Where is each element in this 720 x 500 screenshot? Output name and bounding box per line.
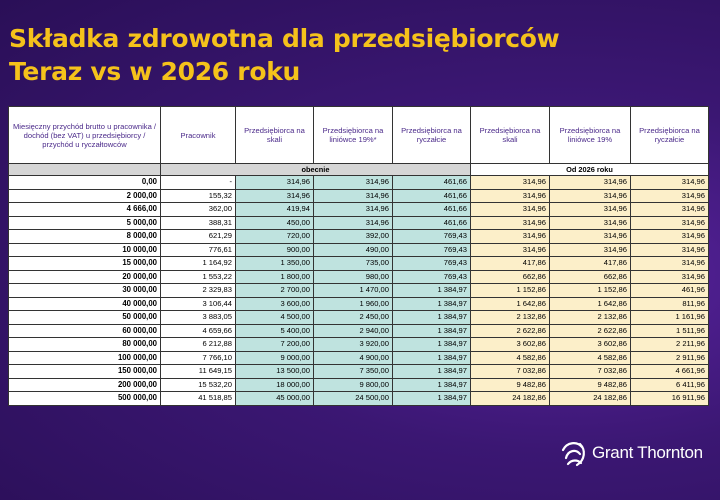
cell-income: 8 000,00 (9, 230, 161, 244)
cell-now-scale: 2 700,00 (236, 284, 314, 298)
grant-thornton-logo-icon (558, 438, 588, 468)
contribution-table (8, 106, 708, 406)
cell-2026-scale: 4 582,86 (471, 351, 550, 365)
cell-employee: 41 518,85 (161, 392, 236, 406)
cell-2026-scale: 9 482,86 (471, 378, 550, 392)
header-2026-scale: Przedsiębiorca na skali (471, 107, 550, 164)
table-row (9, 284, 709, 298)
logo-text: Grant Thornton (592, 443, 703, 462)
cell-now-lump: 461,66 (393, 176, 471, 190)
cell-2026-linear: 417,86 (550, 257, 631, 271)
table-row (9, 365, 709, 379)
cell-2026-scale: 2 622,86 (471, 324, 550, 338)
cell-now-scale: 900,00 (236, 243, 314, 257)
cell-2026-scale: 314,96 (471, 216, 550, 230)
table-row (9, 203, 709, 217)
group-obecnie: obecnie (161, 164, 471, 176)
table-body (9, 176, 709, 406)
cell-2026-scale: 2 132,86 (471, 311, 550, 325)
table-row (9, 392, 709, 406)
cell-income: 0,00 (9, 176, 161, 190)
cell-now-lump: 1 384,97 (393, 392, 471, 406)
table-row (9, 230, 709, 244)
cell-now-lump: 461,66 (393, 203, 471, 217)
cell-employee: 3 106,44 (161, 297, 236, 311)
cell-2026-lump: 314,96 (631, 257, 709, 271)
cell-employee: 388,31 (161, 216, 236, 230)
cell-now-scale: 450,00 (236, 216, 314, 230)
cell-employee: 11 649,15 (161, 365, 236, 379)
cell-2026-linear: 1 642,86 (550, 297, 631, 311)
cell-now-lump: 1 384,97 (393, 324, 471, 338)
cell-now-linear: 3 920,00 (314, 338, 393, 352)
header-2026-linear: Przedsiębiorca na liniówce 19% (550, 107, 631, 164)
cell-income: 4 666,00 (9, 203, 161, 217)
header-now-scale: Przedsiębiorca na skali (236, 107, 314, 164)
cell-2026-linear: 314,96 (550, 203, 631, 217)
cell-now-lump: 769,43 (393, 243, 471, 257)
cell-2026-scale: 314,96 (471, 230, 550, 244)
cell-employee: 7 766,10 (161, 351, 236, 365)
cell-income: 5 000,00 (9, 216, 161, 230)
table-row (9, 270, 709, 284)
cell-now-linear: 735,00 (314, 257, 393, 271)
cell-2026-lump: 1 511,96 (631, 324, 709, 338)
header-employee: Pracownik (161, 107, 236, 164)
cell-income: 50 000,00 (9, 311, 161, 325)
cell-2026-linear: 7 032,86 (550, 365, 631, 379)
cell-now-lump: 769,43 (393, 270, 471, 284)
cell-employee: 621,29 (161, 230, 236, 244)
cell-now-scale: 419,94 (236, 203, 314, 217)
cell-employee: - (161, 176, 236, 190)
cell-employee: 6 212,88 (161, 338, 236, 352)
cell-2026-linear: 2 132,86 (550, 311, 631, 325)
cell-now-linear: 314,96 (314, 216, 393, 230)
cell-2026-linear: 662,86 (550, 270, 631, 284)
header-row (9, 107, 709, 164)
cell-now-scale: 18 000,00 (236, 378, 314, 392)
cell-2026-linear: 9 482,86 (550, 378, 631, 392)
cell-employee: 1 553,22 (161, 270, 236, 284)
cell-2026-linear: 2 622,86 (550, 324, 631, 338)
cell-now-lump: 769,43 (393, 230, 471, 244)
cell-2026-scale: 1 642,86 (471, 297, 550, 311)
cell-2026-linear: 3 602,86 (550, 338, 631, 352)
cell-now-linear: 1 960,00 (314, 297, 393, 311)
cell-2026-linear: 314,96 (550, 216, 631, 230)
table-row (9, 257, 709, 271)
cell-now-linear: 2 940,00 (314, 324, 393, 338)
cell-income: 15 000,00 (9, 257, 161, 271)
cell-2026-linear: 4 582,86 (550, 351, 631, 365)
cell-employee: 2 329,83 (161, 284, 236, 298)
grant-thornton-logo (558, 438, 703, 468)
cell-now-lump: 461,66 (393, 216, 471, 230)
table-row (9, 297, 709, 311)
table-row (9, 311, 709, 325)
cell-now-scale: 4 500,00 (236, 311, 314, 325)
cell-now-lump: 1 384,97 (393, 284, 471, 298)
cell-2026-lump: 4 661,96 (631, 365, 709, 379)
cell-2026-scale: 1 152,86 (471, 284, 550, 298)
title-line-2: Teraz vs w 2026 roku (9, 57, 301, 86)
cell-now-lump: 1 384,97 (393, 311, 471, 325)
cell-now-linear: 9 800,00 (314, 378, 393, 392)
cell-now-scale: 45 000,00 (236, 392, 314, 406)
cell-2026-lump: 314,96 (631, 243, 709, 257)
table-row (9, 243, 709, 257)
cell-2026-lump: 314,96 (631, 270, 709, 284)
cell-employee: 776,61 (161, 243, 236, 257)
cell-2026-lump: 2 211,96 (631, 338, 709, 352)
cell-2026-lump: 2 911,96 (631, 351, 709, 365)
cell-income: 500 000,00 (9, 392, 161, 406)
cell-income: 30 000,00 (9, 284, 161, 298)
cell-income: 150 000,00 (9, 365, 161, 379)
cell-2026-lump: 314,96 (631, 216, 709, 230)
cell-now-scale: 9 000,00 (236, 351, 314, 365)
cell-employee: 4 659,66 (161, 324, 236, 338)
cell-2026-lump: 811,96 (631, 297, 709, 311)
cell-now-lump: 769,43 (393, 257, 471, 271)
cell-income: 10 000,00 (9, 243, 161, 257)
cell-income: 200 000,00 (9, 378, 161, 392)
cell-2026-linear: 24 182,86 (550, 392, 631, 406)
cell-now-linear: 490,00 (314, 243, 393, 257)
cell-now-linear: 314,96 (314, 203, 393, 217)
cell-employee: 3 883,05 (161, 311, 236, 325)
cell-now-scale: 720,00 (236, 230, 314, 244)
cell-2026-lump: 314,96 (631, 176, 709, 190)
cell-2026-lump: 6 411,96 (631, 378, 709, 392)
cell-income: 40 000,00 (9, 297, 161, 311)
cell-2026-scale: 314,96 (471, 189, 550, 203)
cell-income: 100 000,00 (9, 351, 161, 365)
cell-2026-linear: 314,96 (550, 189, 631, 203)
table-row (9, 176, 709, 190)
group-empty (9, 164, 161, 176)
cell-employee: 15 532,20 (161, 378, 236, 392)
table-row (9, 351, 709, 365)
cell-2026-scale: 662,86 (471, 270, 550, 284)
cell-2026-linear: 314,96 (550, 243, 631, 257)
cell-employee: 155,32 (161, 189, 236, 203)
cell-now-scale: 314,96 (236, 189, 314, 203)
header-income: Miesięczny przychód brutto u pracownika / dochód (bez VAT) u przedsiębiorcy / przychód u ryczałtowców (9, 107, 161, 164)
cell-2026-linear: 1 152,86 (550, 284, 631, 298)
cell-employee: 1 164,92 (161, 257, 236, 271)
cell-now-linear: 1 470,00 (314, 284, 393, 298)
table-row (9, 189, 709, 203)
cell-employee: 362,00 (161, 203, 236, 217)
cell-now-scale: 1 350,00 (236, 257, 314, 271)
cell-2026-scale: 314,96 (471, 243, 550, 257)
cell-now-scale: 5 400,00 (236, 324, 314, 338)
table-row (9, 378, 709, 392)
cell-now-linear: 7 350,00 (314, 365, 393, 379)
cell-now-lump: 1 384,97 (393, 338, 471, 352)
cell-2026-linear: 314,96 (550, 230, 631, 244)
cell-2026-scale: 314,96 (471, 176, 550, 190)
cell-income: 80 000,00 (9, 338, 161, 352)
cell-2026-scale: 24 182,86 (471, 392, 550, 406)
cell-now-linear: 980,00 (314, 270, 393, 284)
cell-now-lump: 1 384,97 (393, 351, 471, 365)
cell-now-lump: 1 384,97 (393, 365, 471, 379)
page-title (9, 22, 559, 88)
cell-now-linear: 314,96 (314, 176, 393, 190)
cell-2026-scale: 3 602,86 (471, 338, 550, 352)
table-row (9, 324, 709, 338)
header-now-lump: Przedsiębiorca na ryczałcie (393, 107, 471, 164)
cell-2026-lump: 16 911,96 (631, 392, 709, 406)
cell-now-linear: 24 500,00 (314, 392, 393, 406)
cell-2026-linear: 314,96 (550, 176, 631, 190)
table-row (9, 338, 709, 352)
cell-2026-lump: 314,96 (631, 230, 709, 244)
cell-2026-lump: 461,96 (631, 284, 709, 298)
cell-now-scale: 13 500,00 (236, 365, 314, 379)
cell-2026-scale: 417,86 (471, 257, 550, 271)
cell-now-lump: 461,66 (393, 189, 471, 203)
cell-now-linear: 314,96 (314, 189, 393, 203)
cell-2026-lump: 314,96 (631, 189, 709, 203)
cell-income: 60 000,00 (9, 324, 161, 338)
cell-income: 2 000,00 (9, 189, 161, 203)
title-line-1: Składka zdrowotna dla przedsiębiorców (9, 24, 560, 53)
table-row (9, 216, 709, 230)
cell-now-linear: 2 450,00 (314, 311, 393, 325)
cell-now-lump: 1 384,97 (393, 297, 471, 311)
cell-now-scale: 3 600,00 (236, 297, 314, 311)
cell-2026-scale: 314,96 (471, 203, 550, 217)
cell-income: 20 000,00 (9, 270, 161, 284)
cell-2026-lump: 1 161,96 (631, 311, 709, 325)
cell-now-scale: 7 200,00 (236, 338, 314, 352)
group-od-2026: Od 2026 roku (471, 164, 709, 176)
cell-now-linear: 4 900,00 (314, 351, 393, 365)
cell-2026-lump: 314,96 (631, 203, 709, 217)
cell-now-scale: 1 800,00 (236, 270, 314, 284)
group-row (9, 164, 709, 176)
cell-now-lump: 1 384,97 (393, 378, 471, 392)
cell-2026-scale: 7 032,86 (471, 365, 550, 379)
header-2026-lump: Przedsiębiorca na ryczałcie (631, 107, 709, 164)
header-now-linear: Przedsiębiorca na liniówce 19%* (314, 107, 393, 164)
cell-now-linear: 392,00 (314, 230, 393, 244)
cell-now-scale: 314,96 (236, 176, 314, 190)
